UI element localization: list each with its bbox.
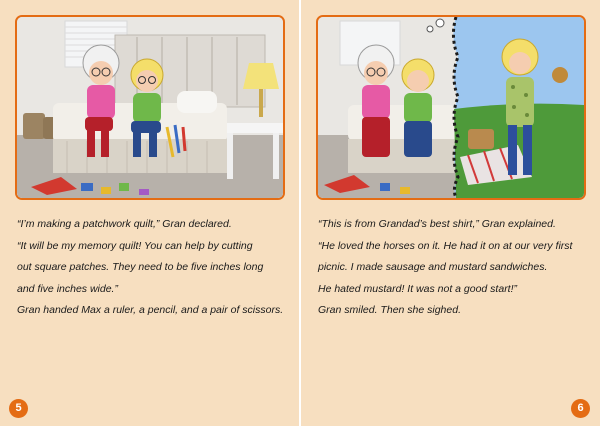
story-line: Gran handed Max a ruler, a pencil, and a pair of scissors. — [17, 304, 284, 316]
story-text — [318, 214, 588, 322]
story-line: “I’m making a patchwork quilt,” Gran declared. — [17, 218, 232, 230]
story-line: He hated mustard! It was not a good start!” — [318, 282, 518, 295]
bedroom-scene-image — [17, 17, 283, 198]
story-line: Gran smiled. Then she sighed. — [318, 304, 461, 316]
page-number: 6 — [571, 399, 590, 418]
story-line: “This is from Grandad’s best shirt,” Gran explained. — [318, 218, 556, 230]
story-line: “It will be my memory quilt! You can help by cutting — [17, 239, 253, 252]
illustration-gran-remembering — [316, 15, 586, 200]
story-text — [17, 214, 287, 322]
story-line: out square patches. They need to be five inches long — [17, 261, 264, 273]
memory-scene-image — [318, 17, 584, 198]
story-line: “He loved the horses on it. He had it on at our very first — [318, 239, 573, 252]
page-left — [0, 0, 299, 426]
illustration-gran-and-max — [15, 15, 285, 200]
story-line: picnic. I made sausage and mustard sandwiches. — [318, 261, 548, 273]
story-line: and five inches wide.” — [17, 282, 118, 295]
page-number: 5 — [9, 399, 28, 418]
page-right — [301, 0, 600, 426]
